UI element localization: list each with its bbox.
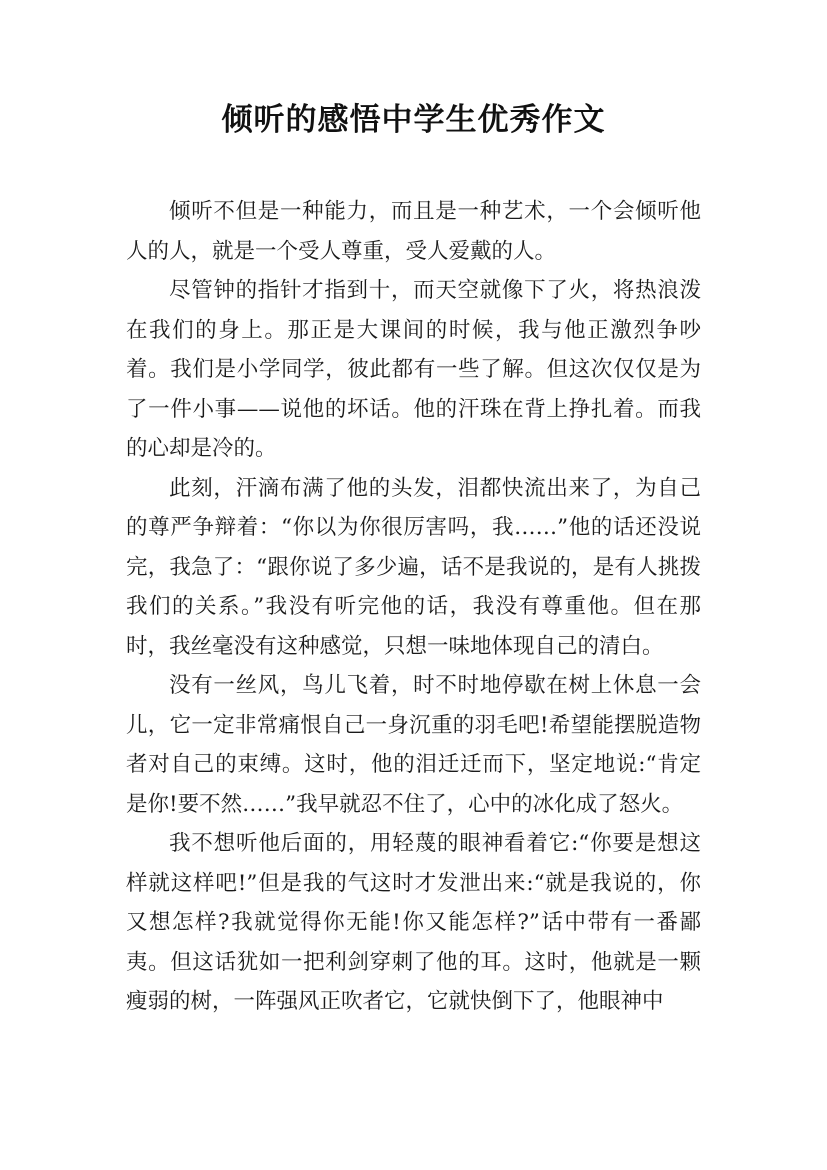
paragraph-3: 此刻，汗滴布满了他的头发，泪都快流出来了，为自己的尊严争辩着：“你以为你很厉害吗，我……”他的话还没说完，我急了：“跟你说了多少遍，话不是我说的，是有人挑拨我们的关系。”我没有听完他的话，我没有尊重他。但在那时，我丝毫没有这种感觉，只想一味地体现自己的清白。 [126, 475, 701, 659]
document-title: 倾听的感悟中学生优秀作文 [221, 102, 606, 138]
paragraph-1: 倾听不但是一种能力，而且是一种艺术，一个会倾听他人的人，就是一个受人尊重，受人爱戴的人。 [126, 199, 701, 264]
paragraph-4: 没有一丝风，鸟儿飞着，时不时地停歇在树上休息一会儿，它一定非常痛恨自己一身沉重的羽毛吧!希望能摆脱造物者对自己的束缚。这时，他的泪迁迁而下，坚定地说:“肯定是你!要不然……”我早就忍不住了，心中的冰化成了怒火。 [126, 673, 701, 817]
paragraph-2: 尽管钟的指针才指到十，而天空就像下了火，将热浪泼在我们的身上。那正是大课间的时候，我与他正激烈争吵着。我们是小学同学，彼此都有一些了解。但这次仅仅是为了一件小事——说他的坏话。他的汗珠在背上挣扎着。而我的心却是冷的。 [126, 278, 701, 461]
paragraph-5: 我不想听他后面的，用轻蔑的眼神看着它:“你要是想这样就这样吧!”但是我的气这时才发泄出来:“就是我说的，你又想怎样?我就觉得你无能!你又能怎样?”话中带有一番鄙夷。但这话犹如一把利剑穿刺了他的耳。这时，他就是一颗瘦弱的树，一阵强风正吹者它，它就快倒下了，他眼神中 [126, 831, 701, 1014]
document-body [126, 192, 701, 1022]
